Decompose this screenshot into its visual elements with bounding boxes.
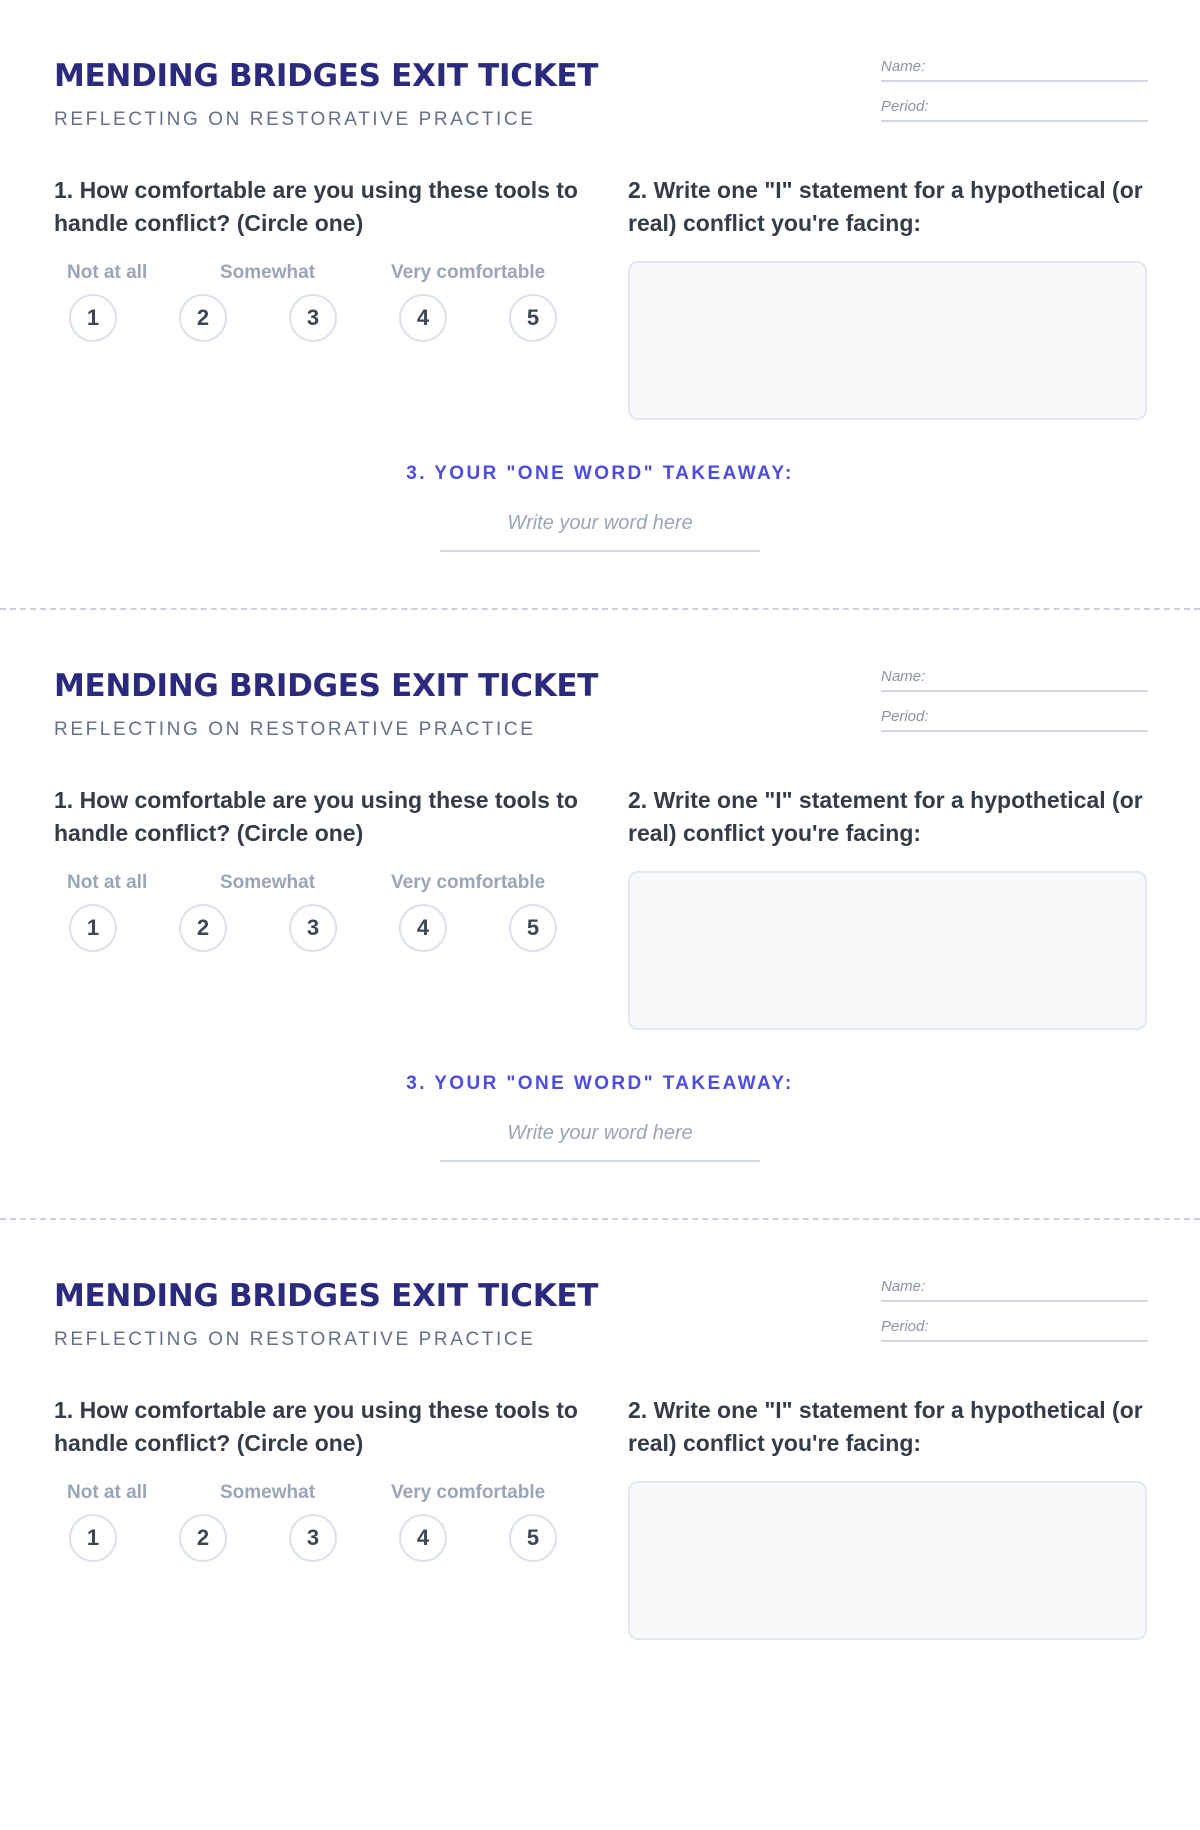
rating-option-4[interactable]: 4	[399, 904, 447, 952]
scale-label-mid: Somewhat	[220, 872, 316, 893]
period-field[interactable]	[881, 1314, 1148, 1342]
exit-ticket-3	[0, 1220, 1200, 1830]
scale-label-high: Very comfortable	[391, 1482, 546, 1503]
takeaway-placeholder: Write your word here	[507, 512, 693, 534]
ticket-subtitle: REFLECTING ON RESTORATIVE PRACTICE	[54, 1329, 536, 1350]
question-1: 1. How comfortable are you using these tools to handle conflict? (Circle one)	[54, 787, 578, 846]
i-statement-answer-box[interactable]	[628, 871, 1147, 1030]
period-field[interactable]	[881, 94, 1148, 122]
name-field[interactable]	[881, 54, 1148, 82]
ticket-title: MENDING BRIDGES EXIT TICKET	[54, 668, 599, 704]
rating-option-2[interactable]: 2	[179, 1514, 227, 1562]
rating-option-3[interactable]: 3	[289, 904, 337, 952]
ticket-title: MENDING BRIDGES EXIT TICKET	[54, 58, 599, 94]
ticket-title: MENDING BRIDGES EXIT TICKET	[54, 1278, 599, 1314]
takeaway-label: 3. YOUR "ONE WORD" TAKEAWAY:	[406, 1073, 794, 1094]
question-2: 2. Write one "I" statement for a hypothetical (or real) conflict you're facing:	[628, 1397, 1143, 1456]
scale-label-high: Very comfortable	[391, 262, 546, 283]
rating-option-1[interactable]: 1	[69, 904, 117, 952]
ticket-subtitle: REFLECTING ON RESTORATIVE PRACTICE	[54, 109, 536, 130]
name-label: Name:	[881, 1278, 926, 1295]
takeaway-label: 3. YOUR "ONE WORD" TAKEAWAY:	[406, 463, 794, 484]
i-statement-answer-box[interactable]	[628, 261, 1147, 420]
rating-option-5[interactable]: 5	[509, 904, 557, 952]
question-1: 1. How comfortable are you using these tools to handle conflict? (Circle one)	[54, 177, 578, 236]
scale-label-low: Not at all	[67, 872, 148, 893]
period-field[interactable]	[881, 704, 1148, 732]
rating-option-5[interactable]: 5	[509, 294, 557, 342]
question-2: 2. Write one "I" statement for a hypothetical (or real) conflict you're facing:	[628, 177, 1143, 236]
scale-label-mid: Somewhat	[220, 262, 316, 283]
ticket-subtitle: REFLECTING ON RESTORATIVE PRACTICE	[54, 719, 536, 740]
rating-option-4[interactable]: 4	[399, 1514, 447, 1562]
rating-option-1[interactable]: 1	[69, 1514, 117, 1562]
takeaway-placeholder: Write your word here	[507, 1122, 693, 1144]
period-label: Period:	[881, 1318, 929, 1335]
exit-ticket-1	[0, 0, 1200, 610]
scale-label-low: Not at all	[67, 1482, 148, 1503]
rating-option-1[interactable]: 1	[69, 294, 117, 342]
period-label: Period:	[881, 98, 929, 115]
period-label: Period:	[881, 708, 929, 725]
question-2: 2. Write one "I" statement for a hypothetical (or real) conflict you're facing:	[628, 787, 1143, 846]
scale-label-high: Very comfortable	[391, 872, 546, 893]
name-label: Name:	[881, 58, 926, 75]
scale-label-mid: Somewhat	[220, 1482, 316, 1503]
rating-option-3[interactable]: 3	[289, 294, 337, 342]
name-field[interactable]	[881, 1274, 1148, 1302]
scale-label-low: Not at all	[67, 262, 148, 283]
exit-ticket-2	[0, 610, 1200, 1220]
rating-option-4[interactable]: 4	[399, 294, 447, 342]
rating-option-2[interactable]: 2	[179, 904, 227, 952]
rating-option-2[interactable]: 2	[179, 294, 227, 342]
name-field[interactable]	[881, 664, 1148, 692]
takeaway-field[interactable]	[440, 508, 760, 552]
rating-option-3[interactable]: 3	[289, 1514, 337, 1562]
question-1: 1. How comfortable are you using these tools to handle conflict? (Circle one)	[54, 1397, 578, 1456]
name-label: Name:	[881, 668, 926, 685]
rating-option-5[interactable]: 5	[509, 1514, 557, 1562]
takeaway-field[interactable]	[440, 1118, 760, 1162]
i-statement-answer-box[interactable]	[628, 1481, 1147, 1640]
